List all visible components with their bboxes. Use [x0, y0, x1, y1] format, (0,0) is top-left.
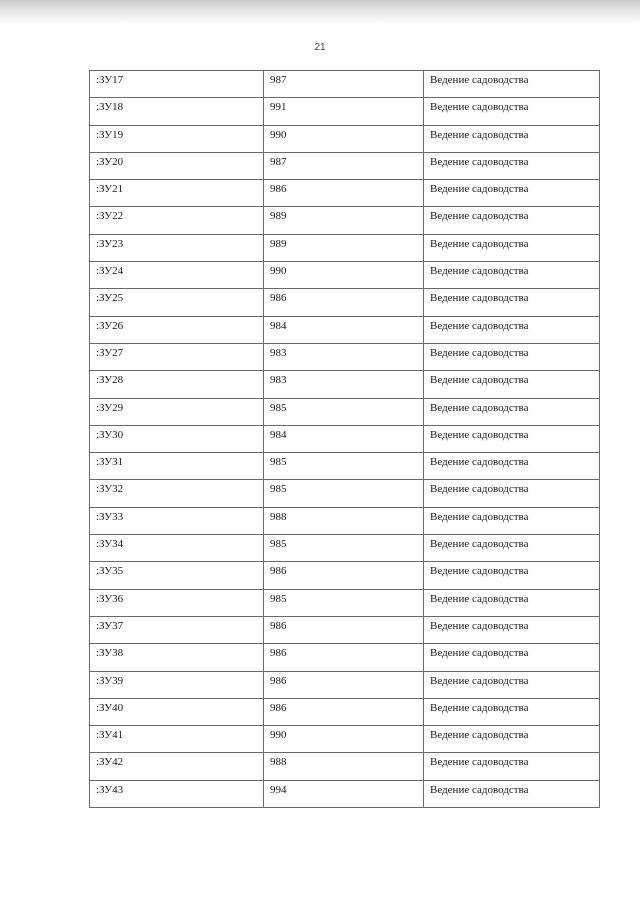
plot-area-cell: 983 [264, 371, 424, 398]
plot-area-cell: 985 [264, 589, 424, 616]
plot-use-cell: Ведение садоводства [424, 371, 600, 398]
plot-use-cell: Ведение садоводства [424, 780, 600, 807]
plot-id-cell: :ЗУ24 [90, 262, 264, 289]
page-number: 21 [314, 42, 326, 53]
plot-area-cell: 983 [264, 343, 424, 370]
plot-use-cell: Ведение садоводства [424, 698, 600, 725]
table-row [90, 480, 600, 507]
plot-id-cell: :ЗУ36 [90, 589, 264, 616]
table-row [90, 125, 600, 152]
plot-use-cell: Ведение садоводства [424, 343, 600, 370]
plot-id-cell: :ЗУ33 [90, 507, 264, 534]
plot-area-cell: 987 [264, 152, 424, 179]
plot-use-cell: Ведение садоводства [424, 152, 600, 179]
table-row [90, 535, 600, 562]
table-row [90, 453, 600, 480]
plot-id-cell: :ЗУ39 [90, 671, 264, 698]
plot-id-cell: :ЗУ35 [90, 562, 264, 589]
plot-id-cell: :ЗУ28 [90, 371, 264, 398]
plot-id-cell: :ЗУ38 [90, 644, 264, 671]
plot-id-cell: :ЗУ31 [90, 453, 264, 480]
plot-area-cell: 986 [264, 616, 424, 643]
plot-id-cell: :ЗУ34 [90, 535, 264, 562]
table-row [90, 180, 600, 207]
table-row [90, 98, 600, 125]
plot-id-cell: :ЗУ29 [90, 398, 264, 425]
land-plots-table [89, 70, 600, 808]
plot-id-cell: :ЗУ19 [90, 125, 264, 152]
plot-use-cell: Ведение садоводства [424, 507, 600, 534]
table-row [90, 289, 600, 316]
plot-use-cell: Ведение садоводства [424, 125, 600, 152]
plot-id-cell: :ЗУ22 [90, 207, 264, 234]
plot-area-cell: 987 [264, 71, 424, 98]
table-row [90, 234, 600, 261]
table-row [90, 398, 600, 425]
table-row [90, 671, 600, 698]
plot-use-cell: Ведение садоводства [424, 616, 600, 643]
plot-id-cell: :ЗУ27 [90, 343, 264, 370]
plot-use-cell: Ведение садоводства [424, 671, 600, 698]
table-row [90, 425, 600, 452]
plot-use-cell: Ведение садоводства [424, 535, 600, 562]
table-row [90, 644, 600, 671]
table-body [90, 71, 600, 808]
plot-use-cell: Ведение садоводства [424, 726, 600, 753]
table-row [90, 343, 600, 370]
plot-use-cell: Ведение садоводства [424, 262, 600, 289]
plot-use-cell: Ведение садоводства [424, 71, 600, 98]
plot-area-cell: 988 [264, 507, 424, 534]
table-row [90, 562, 600, 589]
table-row [90, 207, 600, 234]
plot-area-cell: 986 [264, 562, 424, 589]
plot-id-cell: :ЗУ17 [90, 71, 264, 98]
table-row [90, 262, 600, 289]
plot-area-cell: 986 [264, 671, 424, 698]
table-row [90, 589, 600, 616]
plot-use-cell: Ведение садоводства [424, 180, 600, 207]
scan-edge-shadow [0, 0, 640, 24]
plot-area-cell: 994 [264, 780, 424, 807]
plot-id-cell: :ЗУ42 [90, 753, 264, 780]
plot-use-cell: Ведение садоводства [424, 753, 600, 780]
table-row [90, 371, 600, 398]
plot-id-cell: :ЗУ32 [90, 480, 264, 507]
table-row [90, 507, 600, 534]
plot-area-cell: 986 [264, 644, 424, 671]
plot-use-cell: Ведение садоводства [424, 453, 600, 480]
plot-id-cell: :ЗУ25 [90, 289, 264, 316]
table-row [90, 152, 600, 179]
plot-area-cell: 988 [264, 753, 424, 780]
table-row [90, 71, 600, 98]
plot-area-cell: 990 [264, 125, 424, 152]
plot-use-cell: Ведение садоводства [424, 207, 600, 234]
plot-id-cell: :ЗУ37 [90, 616, 264, 643]
plot-use-cell: Ведение садоводства [424, 289, 600, 316]
plot-id-cell: :ЗУ18 [90, 98, 264, 125]
plot-area-cell: 990 [264, 726, 424, 753]
plot-area-cell: 989 [264, 207, 424, 234]
plot-id-cell: :ЗУ23 [90, 234, 264, 261]
plot-use-cell: Ведение садоводства [424, 398, 600, 425]
table-row [90, 726, 600, 753]
table-row [90, 616, 600, 643]
plot-use-cell: Ведение садоводства [424, 234, 600, 261]
plot-id-cell: :ЗУ26 [90, 316, 264, 343]
plot-use-cell: Ведение садоводства [424, 98, 600, 125]
plot-area-cell: 985 [264, 453, 424, 480]
plot-use-cell: Ведение садоводства [424, 480, 600, 507]
plot-id-cell: :ЗУ43 [90, 780, 264, 807]
plot-area-cell: 991 [264, 98, 424, 125]
plot-area-cell: 985 [264, 398, 424, 425]
plot-id-cell: :ЗУ40 [90, 698, 264, 725]
plot-use-cell: Ведение садоводства [424, 589, 600, 616]
plot-use-cell: Ведение садоводства [424, 425, 600, 452]
table-row [90, 780, 600, 807]
plot-use-cell: Ведение садоводства [424, 316, 600, 343]
table-row [90, 316, 600, 343]
table-row [90, 753, 600, 780]
plot-area-cell: 989 [264, 234, 424, 261]
plot-id-cell: :ЗУ20 [90, 152, 264, 179]
table-row [90, 698, 600, 725]
plot-id-cell: :ЗУ30 [90, 425, 264, 452]
plot-area-cell: 985 [264, 535, 424, 562]
plot-area-cell: 990 [264, 262, 424, 289]
plot-id-cell: :ЗУ21 [90, 180, 264, 207]
plot-id-cell: :ЗУ41 [90, 726, 264, 753]
plot-area-cell: 984 [264, 316, 424, 343]
plot-use-cell: Ведение садоводства [424, 562, 600, 589]
plot-area-cell: 986 [264, 180, 424, 207]
plot-area-cell: 985 [264, 480, 424, 507]
plot-area-cell: 986 [264, 289, 424, 316]
plot-use-cell: Ведение садоводства [424, 644, 600, 671]
plot-area-cell: 984 [264, 425, 424, 452]
plot-area-cell: 986 [264, 698, 424, 725]
